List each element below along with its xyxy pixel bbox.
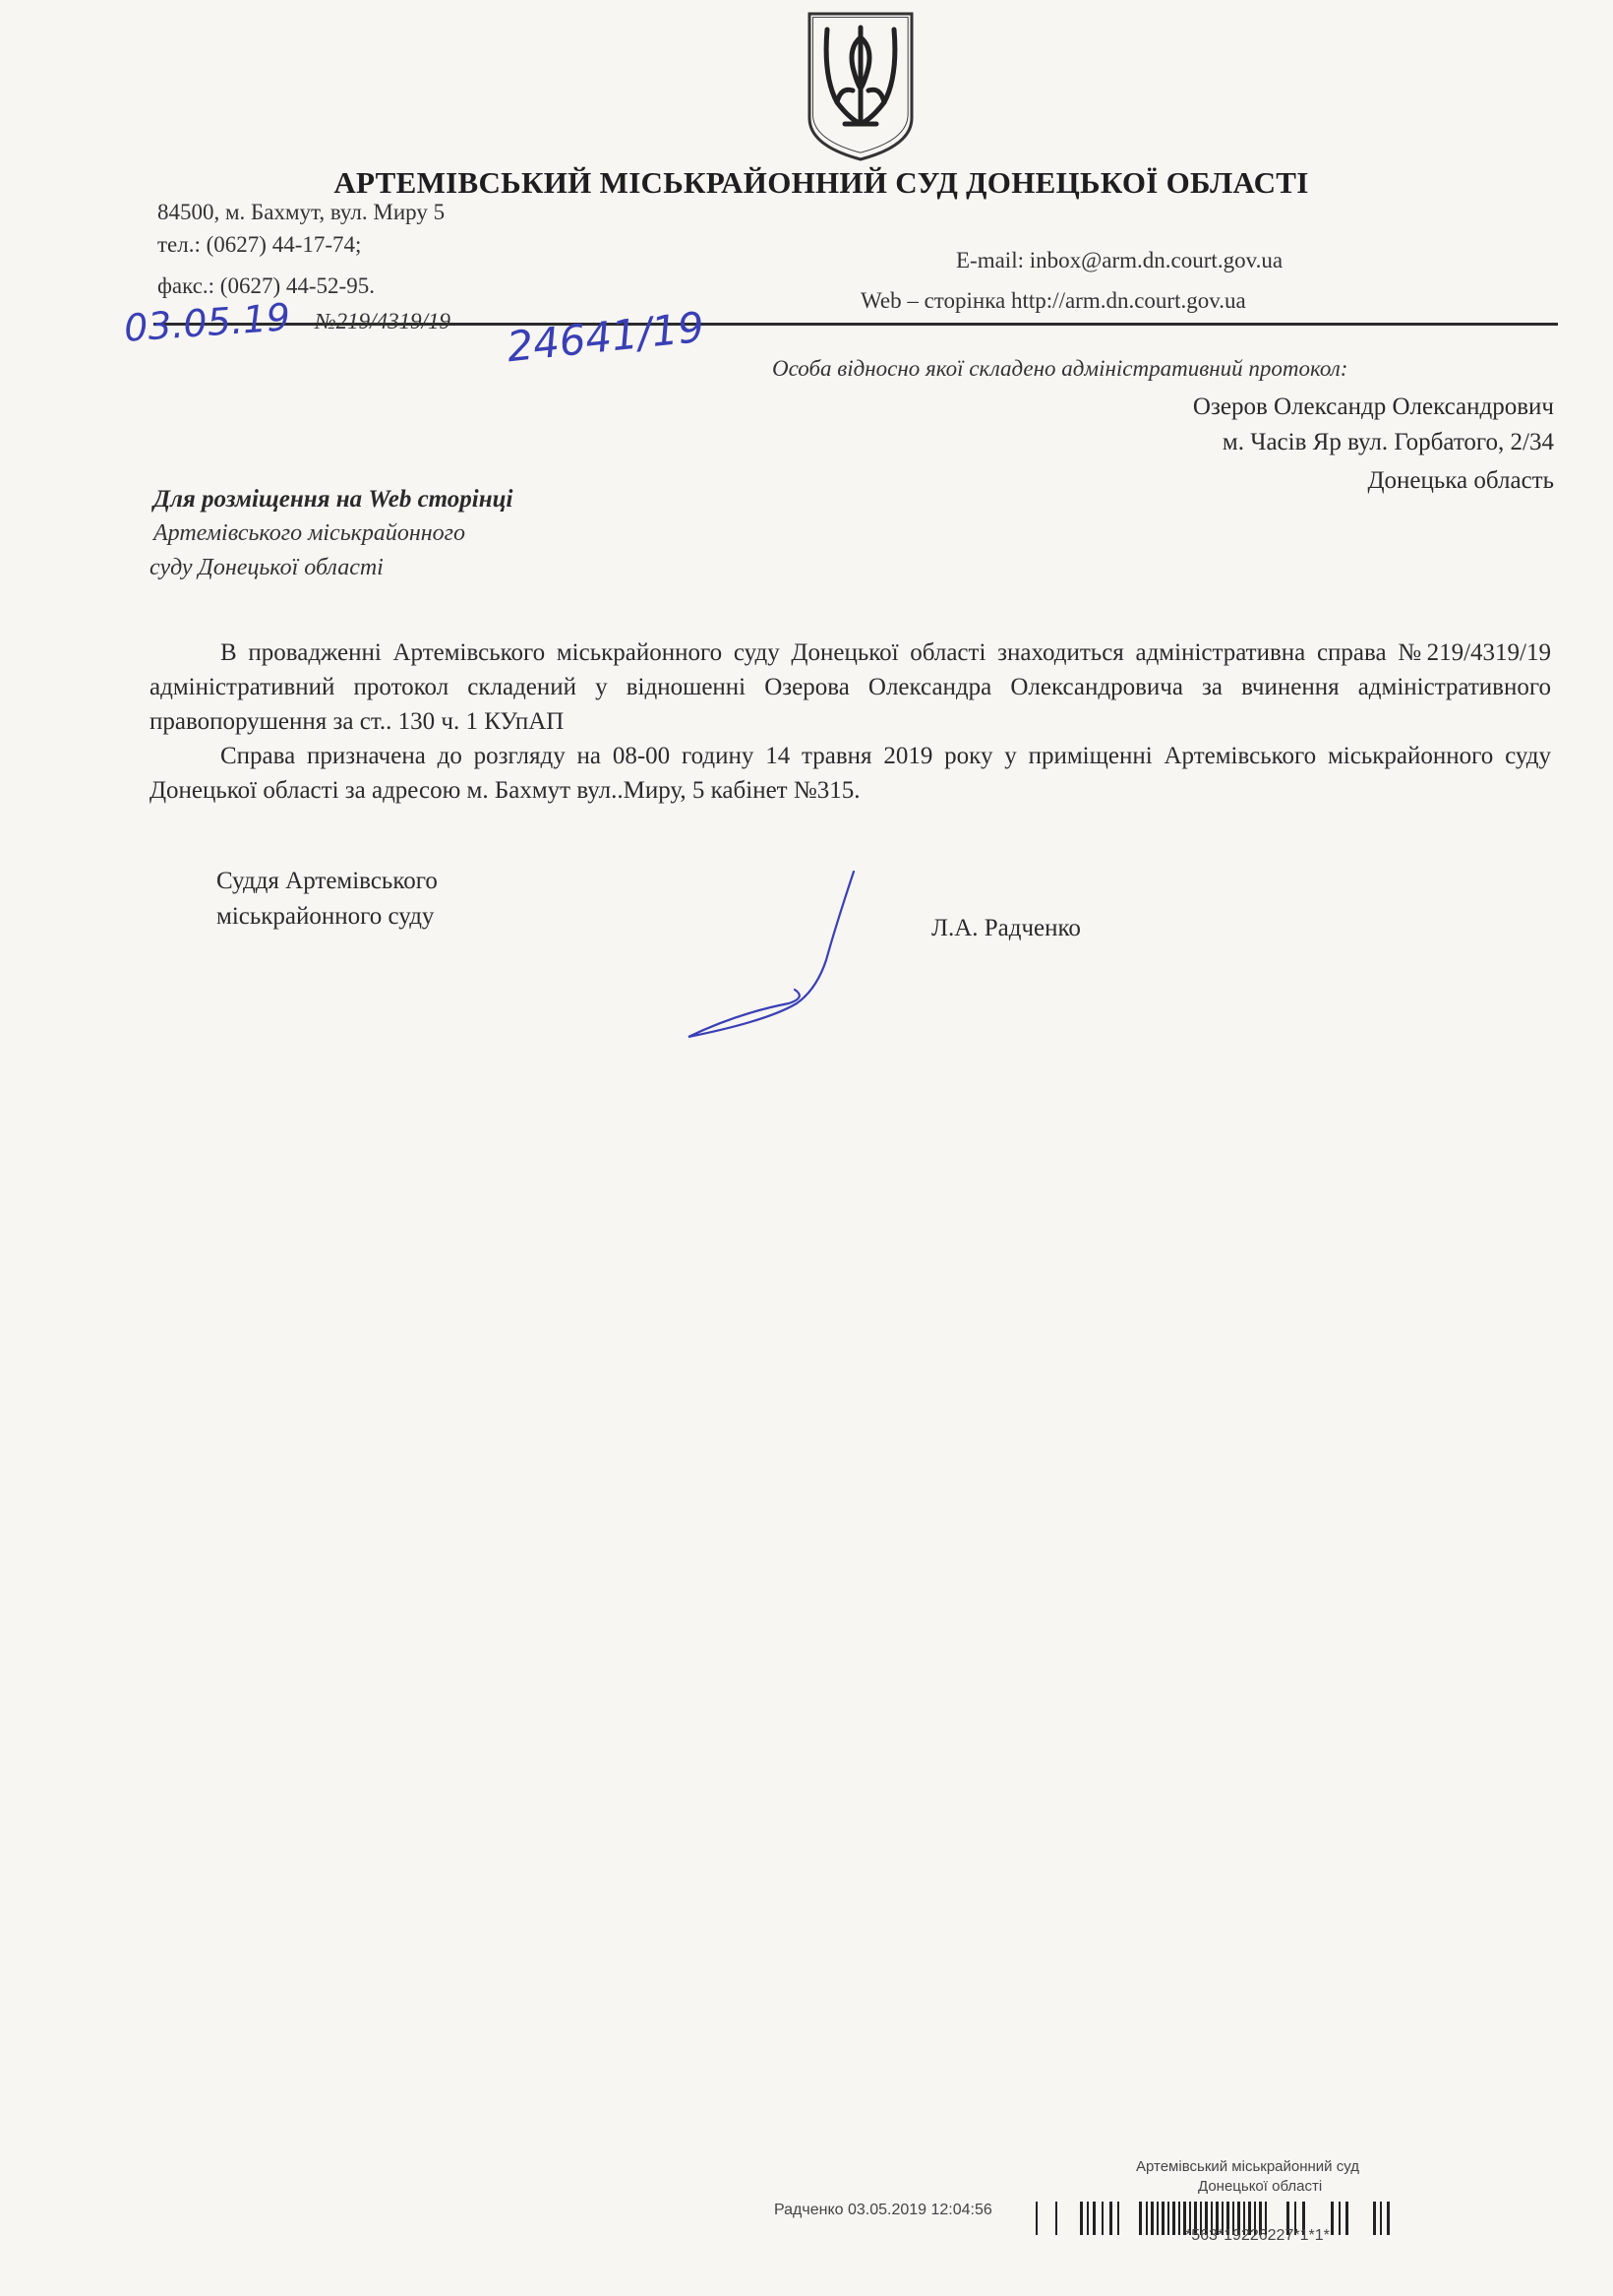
court-fax: факс.: (0627) 44-52-95. [157, 273, 375, 298]
publication-note-line3: суду Донецької області [149, 555, 384, 580]
court-address: 84500, м. Бахмут, вул. Миру 5 [157, 200, 446, 224]
recipient-label: Особа відносно якої складено адміністративний протокол: [772, 356, 1348, 381]
recipient-region: Донецька область [1367, 467, 1554, 494]
publication-note-title: Для розміщення на Web сторінці [153, 486, 513, 513]
case-number: №219/4319/19 [315, 309, 450, 333]
recipient-name: Озеров Олександр Олександрович [1192, 393, 1554, 420]
judge-name: Л.А. Радченко [931, 915, 1081, 941]
handwritten-date: 03.05.19 [122, 295, 292, 350]
publication-note-line2: Артемівського міськрайонного [153, 520, 466, 546]
body-paragraph-2: Справа призначена до розгляду на 08-00 годину 14 травня 2019 року у приміщенні Артемівського міськрайонного суду Донецької області за адресою м. Бахмут вул..Миру, 5 кабінет №315. [149, 743, 1551, 804]
body-paragraph-1: В провадженні Артемівського міськрайонного суду Донецької області знаходиться адміністративна справа №219/4319/19 адміністративний протокол складений у відношенні Озерова Олександра Олександровича за вчинення адміністративного правопорушення за ст.. 130 ч. 1 КУпАП [149, 639, 1551, 735]
stamp-court-line1: Артемівський міськрайонний суд [1136, 2158, 1359, 2175]
judge-title-line1: Суддя Артемівського [216, 868, 438, 894]
recipient-address: м. Часів Яр вул. Горбатого, 2/34 [1222, 429, 1554, 455]
handwritten-signature [679, 866, 866, 1043]
court-email: E-mail: inbox@arm.dn.court.gov.ua [956, 248, 1284, 272]
handwritten-outgoing-number: 24641/19 [504, 302, 707, 372]
stamp-user-timestamp: Радченко 03.05.2019 12:04:56 [774, 2202, 992, 2218]
court-phone: тел.: (0627) 44-17-74; [157, 232, 362, 257]
court-name-heading: АРТЕМІВСЬКИЙ МІСЬКРАЙОННИЙ СУД ДОНЕЦЬКОЇ ОБЛАСТІ [333, 165, 1309, 200]
court-website: Web – сторінка http://arm.dn.court.gov.ua [861, 288, 1246, 313]
judge-title-line2: міськрайонного суду [216, 903, 435, 930]
barcode-number: *563*19226227*1*1* [1185, 2227, 1330, 2244]
stamp-court-line2: Донецької області [1198, 2178, 1323, 2195]
coat-of-arms-icon [802, 8, 920, 163]
